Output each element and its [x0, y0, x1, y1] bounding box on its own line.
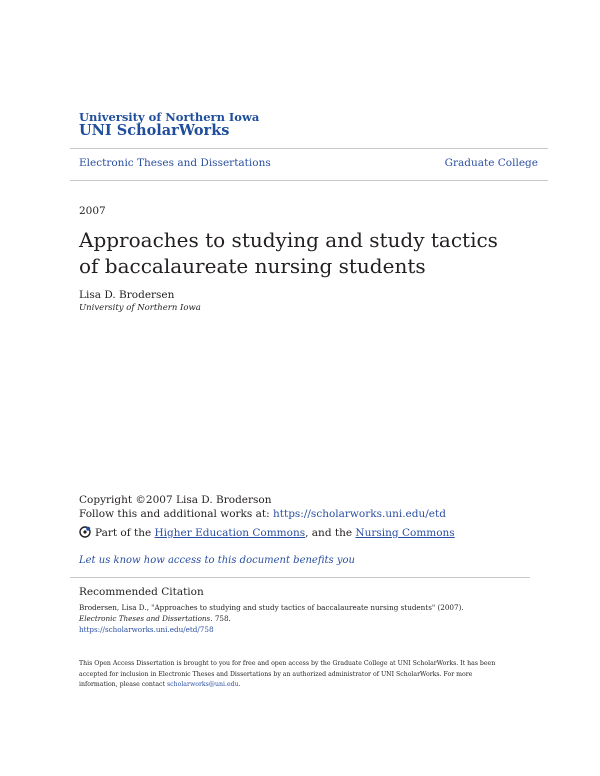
follow-line — [79, 508, 446, 520]
copyright-notice: Copyright ©2007 Lisa D. Broderson — [79, 494, 272, 506]
collection-link[interactable]: Electronic Theses and Dissertations — [79, 157, 271, 169]
citation-url-link[interactable]: https://scholarworks.uni.edu/etd/758 — [79, 625, 214, 634]
repository-name[interactable]: UNI ScholarWorks — [79, 122, 230, 139]
citation-heading: Recommended Citation — [79, 586, 204, 598]
etd-url-link[interactable]: https://scholarworks.uni.edu/etd — [273, 508, 446, 520]
part-middle: , and the — [305, 527, 356, 539]
footer-end: . — [238, 681, 241, 688]
author-name: Lisa D. Brodersen — [79, 289, 175, 301]
open-access-notice — [79, 659, 509, 691]
citation-text: Brodersen, Lisa D., "Approaches to studying and study tactics of baccalaureate nursing students" (2007). — [79, 603, 464, 612]
footer-notice-text: This Open Access Dissertation is brought to you for free and open access by the Graduate College at UNI ScholarWorks. It has been accepted for inclusion in Electronic Theses and Dissertations by an authorized administrator of UNI ScholarWorks. For more information, please contact — [79, 660, 496, 688]
part-of-line — [79, 526, 455, 541]
divider-bottom — [70, 180, 548, 181]
contact-email-link[interactable]: scholarworks@uni.edu — [166, 681, 239, 688]
higher-education-commons-link[interactable]: Higher Education Commons — [154, 527, 306, 539]
follow-prefix: Follow this and additional works at: — [79, 508, 273, 520]
citation-series: Electronic Theses and Dissertations — [79, 614, 211, 623]
nursing-commons-link[interactable]: Nursing Commons — [355, 527, 455, 539]
network-commons-icon — [79, 526, 91, 541]
citation-number: . 758. — [210, 614, 231, 623]
author-affiliation: University of Northern Iowa — [79, 303, 201, 313]
benefit-feedback-link[interactable]: Let us know how access to this document benefits you — [79, 555, 355, 566]
divider-citation — [70, 577, 530, 578]
university-name[interactable]: University of Northern Iowa — [79, 110, 260, 124]
divider-top — [70, 148, 548, 149]
document-title: Approaches to studying and study tactics of baccalaureate nursing students — [79, 228, 498, 278]
citation-body — [79, 602, 499, 635]
college-link[interactable]: Graduate College — [444, 157, 538, 169]
publication-year: 2007 — [79, 205, 106, 217]
part-prefix: Part of the — [95, 527, 155, 539]
